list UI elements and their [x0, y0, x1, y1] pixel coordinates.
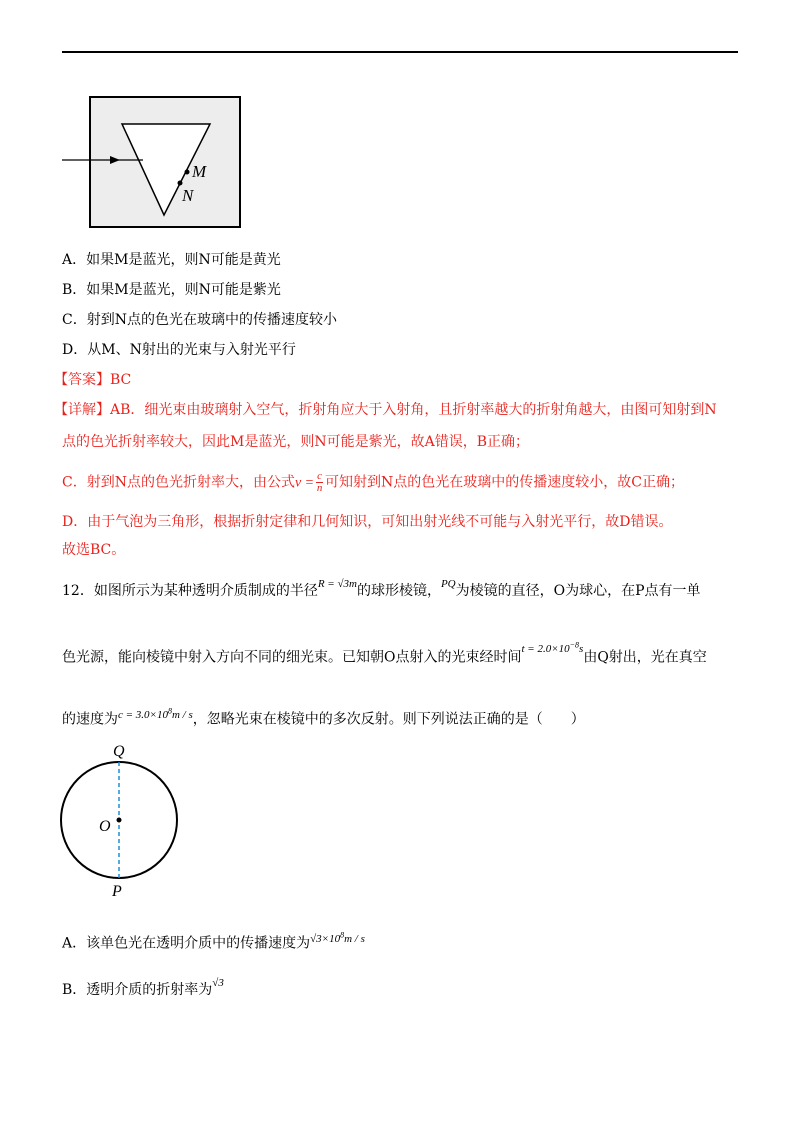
- q12-option-b: B．透明介质的折射率为$^{√3}$: [62, 977, 224, 998]
- explanation-line-1: 【详解】AB．细光束由玻璃射入空气，折射角应大于入射角，且折射率越大的折射角越大，由图可知射到N: [54, 402, 717, 418]
- center-point: [117, 818, 122, 823]
- explanation-line-2: 点的色光折射率较大，因此M是蓝光，则N可能是紫光，故A错误，B正确；: [62, 434, 529, 450]
- fraction-c-over-n: $\frac{c}{n}$: [316, 470, 323, 494]
- option-d: D．从M、N射出的光束与入射光平行: [62, 342, 296, 358]
- label-o: O: [99, 818, 111, 835]
- explanation-line-3: C．射到N点的色光折射率大，由公式v = $\frac{c}{n}$ 可知射到N点的色光在玻璃中的传播速度较小，故C正确；: [62, 470, 684, 494]
- label-m: M: [192, 162, 207, 181]
- option-c: C．射到N点的色光在玻璃中的传播速度较小: [62, 312, 337, 328]
- label-q: Q: [113, 743, 125, 760]
- explanation-line-4: D．由于气泡为三角形，根据折射定律和几何知识，可知出射光线不可能与入射光平行，故D错误。: [62, 514, 673, 530]
- question-12-line-3: 的速度为$^{c = 3.0\times 10^8m / s}$，忽略光束在棱镜中的多次反射。则下列说法正确的是（ ）: [62, 706, 585, 728]
- question-12-line-2: 色光源，能向棱镜中射入方向不同的细光束。已知朝O点射入的光束经时间$^{t = 2.0\times 10^{-8}s}$由Q射出，光在真空: [62, 640, 707, 666]
- label-n: N: [182, 186, 194, 205]
- option-b: B．如果M是蓝光，则N可能是紫光: [62, 282, 281, 298]
- answer: 【答案】BC: [54, 372, 132, 388]
- explanation-line-5: 故选BC。: [62, 542, 126, 558]
- question-12-line-1: 12．如图所示为某种透明介质制成的半径$^{R = √3m}$的球形棱镜，$^{PQ}$为棱镜的直径，O为球心，在P点有一单: [62, 578, 701, 599]
- label-p: P: [112, 883, 122, 900]
- q12-option-a: A．该单色光在透明介质中的传播速度为$^{√3\times 10^8m / s}$: [62, 930, 365, 952]
- option-a: A．如果M是蓝光，则N可能是黄光: [62, 252, 281, 268]
